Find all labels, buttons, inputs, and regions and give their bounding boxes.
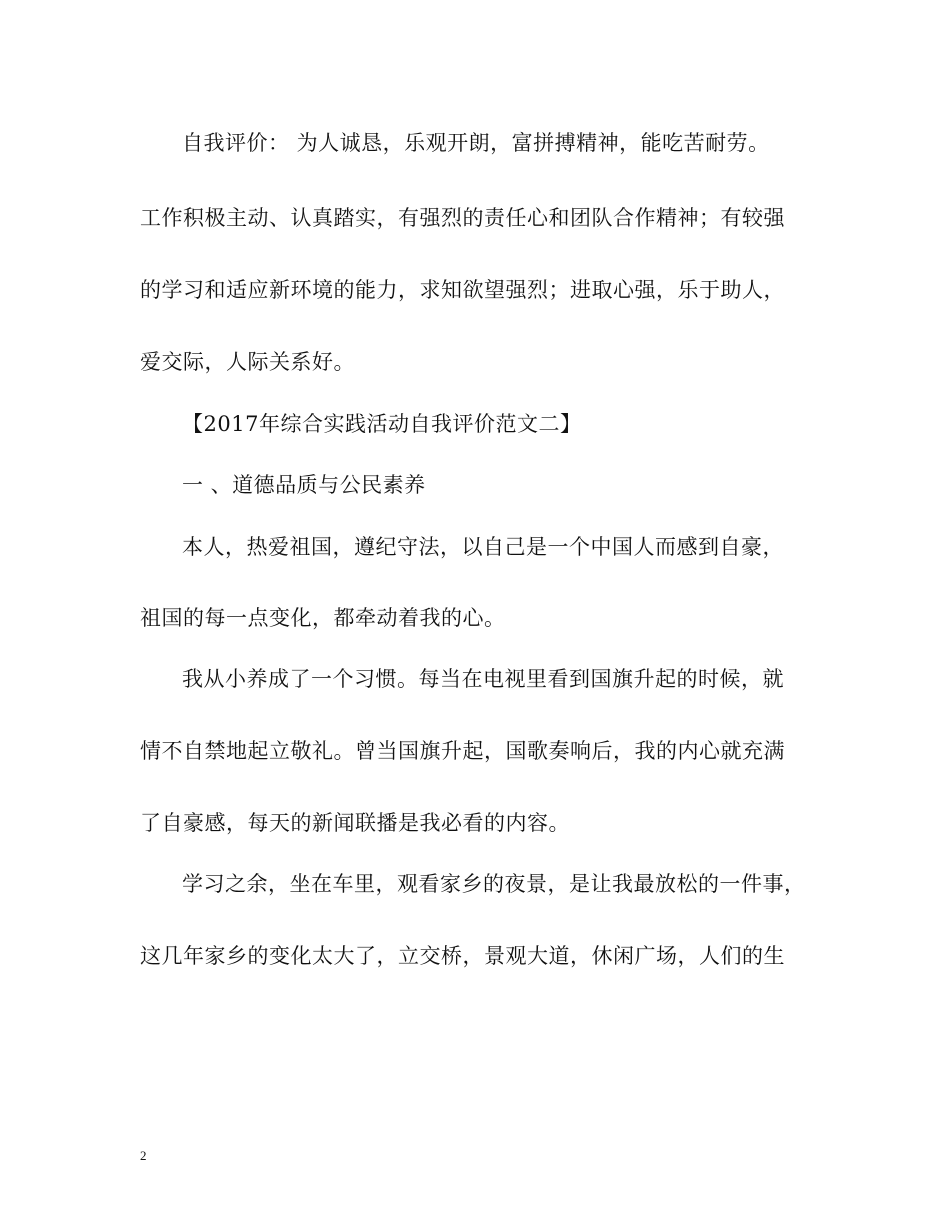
page-number: 2: [140, 1148, 147, 1163]
text-line: 学习之余，坐在车里，观看家乡的夜景，是让我最放松的一件事，: [182, 872, 806, 896]
text-line: 工作积极主动、认真踏实，有强烈的责任心和团队合作精神；有较强: [140, 206, 785, 230]
text-line: 这几年家乡的变化太大了，立交桥，景观大道，休闲广场，人们的生: [140, 944, 785, 968]
text-line: 的学习和适应新环境的能力，求知欲望强烈；进取心强，乐于助人，: [140, 278, 785, 302]
text-line: 祖国的每一点变化，都牵动着我的心。: [140, 606, 506, 630]
text-line: 我从小养成了一个习惯。每当在电视里看到国旗升起的时候，就: [182, 667, 784, 691]
subsection-heading: 一 、道德品质与公民素养: [182, 473, 426, 497]
text-line: 本人，热爱祖国，遵纪守法，以自己是一个中国人而感到自豪，: [182, 535, 784, 559]
section-heading: 【2017年综合实践活动自我评价范文二】: [182, 412, 582, 436]
text-line: 自我评价： 为人诚恳，乐观开朗，富拼搏精神，能吃苦耐劳。: [182, 131, 770, 155]
text-line: 情不自禁地起立敬礼。曾当国旗升起，国歌奏响后，我的内心就充满: [140, 739, 785, 763]
text-line: 了自豪感，每天的新闻联播是我必看的内容。: [140, 811, 570, 835]
text-line: 爱交际，人际关系好。: [140, 350, 355, 374]
